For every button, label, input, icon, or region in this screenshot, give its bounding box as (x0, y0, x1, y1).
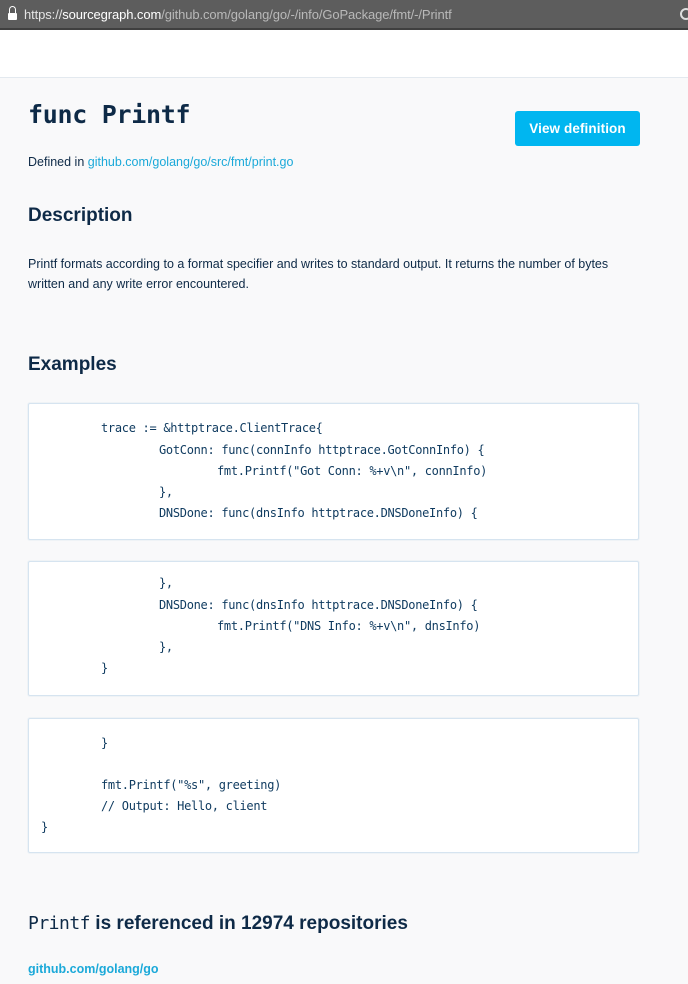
repository-link[interactable]: github.com/golang/go (28, 962, 159, 976)
references-symbol: Printf (28, 913, 91, 934)
example-code-box[interactable] (28, 403, 639, 540)
example-code-box[interactable] (28, 718, 639, 853)
description-heading: Description (28, 205, 133, 226)
browser-url-bar[interactable] (0, 0, 688, 30)
code-line: GotConn: func(connInfo httptrace.GotConnInfo) { (159, 443, 485, 457)
browser-action-icon[interactable] (680, 8, 688, 20)
code-line: fmt.Printf("Got Conn: %+v\n", connInfo) (217, 464, 488, 478)
references-heading (28, 913, 408, 935)
page-title: func Printf (28, 100, 191, 129)
view-definition-button[interactable]: View definition (515, 111, 640, 146)
code-line: DNSDone: func(dnsInfo httptrace.DNSDoneInfo) { (159, 598, 478, 612)
code-line: fmt.Printf("DNS Info: %+v\n", dnsInfo) (217, 619, 481, 633)
code-line: fmt.Printf("%s", greeting) (101, 778, 282, 792)
code-line: } (101, 661, 108, 675)
code-line: } (41, 820, 48, 834)
code-line: trace := &httptrace.ClientTrace{ (101, 421, 323, 435)
defined-in-label: Defined in (28, 155, 88, 169)
url-text[interactable]: https://sourcegraph.com/github.com/golang/go/-/info/GoPackage/fmt/-/Printf (24, 6, 452, 22)
example-code-box[interactable] (28, 561, 639, 696)
description-text: Printf formats according to a format specifier and writes to standard output. It returns the number of bytes written and any write error encountered. (28, 257, 609, 291)
code-line: }, (159, 576, 173, 590)
code-line: DNSDone: func(dnsInfo httptrace.DNSDoneInfo) { (159, 506, 478, 520)
code-line: } (101, 736, 108, 750)
site-navbar (0, 30, 688, 78)
examples-heading: Examples (28, 354, 117, 375)
lock-icon (8, 10, 17, 21)
references-count-text: is referenced in 12974 repositories (90, 913, 408, 934)
code-line: // Output: Hello, client (101, 799, 268, 813)
defined-in (28, 155, 293, 169)
defined-in-link[interactable]: github.com/golang/go/src/fmt/print.go (87, 155, 294, 169)
code-line: }, (159, 485, 173, 499)
code-line: }, (159, 640, 173, 654)
